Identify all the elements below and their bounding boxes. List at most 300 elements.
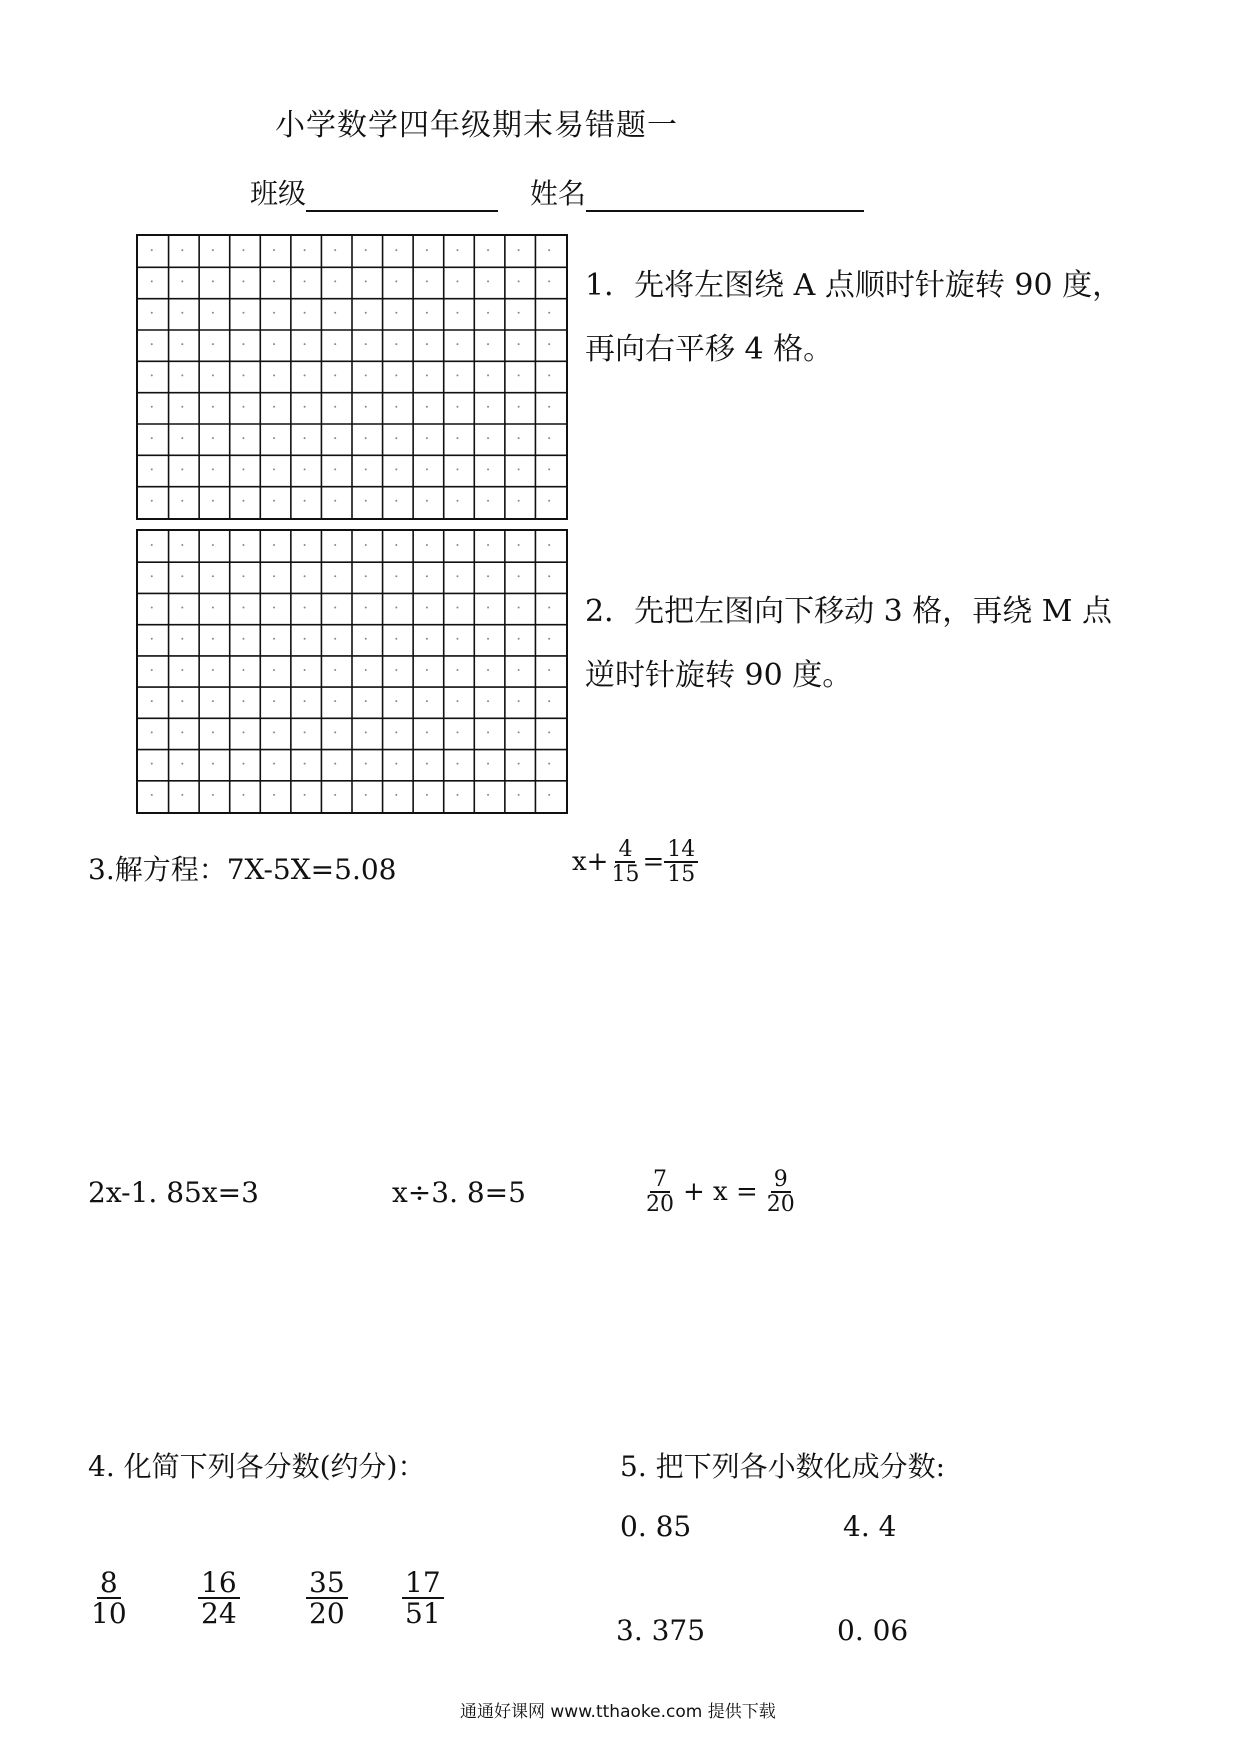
grid-dot [242, 575, 244, 577]
fraction-4-den: 51 [405, 1597, 441, 1631]
grid-dot [548, 280, 550, 282]
grid-dot [487, 731, 489, 733]
grid-dot [304, 437, 306, 439]
grid-dot [181, 731, 183, 733]
grid-dot [365, 606, 367, 608]
grid-dot [487, 638, 489, 640]
eq2-fraction-right [664, 838, 698, 886]
grid-dot [456, 763, 458, 765]
grid-dot [181, 544, 183, 546]
grid-dot [456, 700, 458, 702]
grid-dot [212, 731, 214, 733]
grid-dot [395, 544, 397, 546]
page-title: 小学数学四年级期末易错题一 [275, 108, 678, 143]
grid-dot [273, 606, 275, 608]
grid-dot [456, 343, 458, 345]
decimal-3: 3. 375 [616, 1614, 706, 1647]
grid-dot [273, 763, 275, 765]
grid-dot [304, 374, 306, 376]
grid-dot [426, 763, 428, 765]
eq5-mid: + x = [683, 1177, 758, 1208]
grid-dot [395, 500, 397, 502]
grid-dot [395, 437, 397, 439]
grid-dot [426, 575, 428, 577]
grid-dot [151, 500, 153, 502]
grid-dot [365, 575, 367, 577]
grid-dot [181, 468, 183, 470]
grid-dot [456, 374, 458, 376]
grid-dot [487, 468, 489, 470]
grid-dot [426, 312, 428, 314]
grid-dot [242, 763, 244, 765]
eq5-rnum: 9 [771, 1168, 791, 1193]
eq2-rden: 15 [667, 862, 696, 888]
eq2-eq: = [642, 847, 665, 878]
grid-dot [273, 374, 275, 376]
grid-dot [334, 700, 336, 702]
grid-dot [365, 700, 367, 702]
grid-dot [334, 669, 336, 671]
eq5-den: 20 [646, 1192, 674, 1218]
grid-dot [151, 669, 153, 671]
grid-dot [487, 437, 489, 439]
grid-2[interactable] [136, 529, 568, 814]
question-1-line-2: 再向右平移 4 格。 [585, 332, 834, 367]
equation-4: x÷3. 8=5 [392, 1176, 526, 1209]
grid-dot [487, 280, 489, 282]
grid-dot [487, 406, 489, 408]
grid-dot [334, 374, 336, 376]
grid-dot [487, 249, 489, 251]
grid-dot [212, 406, 214, 408]
grid-dot [426, 374, 428, 376]
grid-dot [456, 575, 458, 577]
grid-dot [304, 606, 306, 608]
grid-dot [151, 763, 153, 765]
grid-dot [181, 763, 183, 765]
grid-dot [548, 437, 550, 439]
grid-dot [426, 544, 428, 546]
grid-dot [365, 544, 367, 546]
grid-dot [273, 437, 275, 439]
grid-dot [273, 575, 275, 577]
eq2-den: 15 [611, 862, 640, 888]
grid-dot [242, 606, 244, 608]
grid-dot [365, 343, 367, 345]
decimal-4: 0. 06 [837, 1614, 909, 1647]
grid-dot [518, 638, 520, 640]
grid-dot [395, 406, 397, 408]
grid-dot [273, 731, 275, 733]
grid-dot [395, 669, 397, 671]
decimal-2: 4. 4 [843, 1510, 897, 1543]
grid-dot [181, 500, 183, 502]
grid-dot [456, 312, 458, 314]
grid-dot [181, 669, 183, 671]
grid-dot [151, 249, 153, 251]
grid-dot [487, 700, 489, 702]
fraction-1-den: 10 [91, 1597, 127, 1631]
grid-dot [365, 638, 367, 640]
grid-dot [151, 312, 153, 314]
grid-dot [365, 312, 367, 314]
grid-dot [426, 500, 428, 502]
fraction-item-2 [198, 1568, 240, 1629]
fraction-3 [306, 1568, 348, 1629]
grid-dot [365, 500, 367, 502]
grid-dot [365, 437, 367, 439]
grid-1[interactable] [136, 234, 568, 520]
grid-dot [273, 544, 275, 546]
grid-dot [426, 437, 428, 439]
question-2 [585, 580, 1112, 708]
grid-dot [151, 731, 153, 733]
grid-dot [242, 280, 244, 282]
grid-dot [548, 763, 550, 765]
grid-dot [456, 606, 458, 608]
grid-dot [487, 794, 489, 796]
grid-dot [242, 700, 244, 702]
grid-dot [151, 794, 153, 796]
grid-dot [304, 794, 306, 796]
grid-dot [487, 606, 489, 608]
question-3-label: 3.解方程：7X-5X=5.08 [88, 853, 397, 886]
grid-dot [395, 280, 397, 282]
grid-dot [273, 406, 275, 408]
fraction-1 [88, 1568, 130, 1629]
grid-dot [426, 468, 428, 470]
grid-dot [548, 575, 550, 577]
grid-dot [151, 280, 153, 282]
grid-dot [212, 343, 214, 345]
grid-dot [212, 669, 214, 671]
grid-dot [151, 544, 153, 546]
grid-dot [273, 249, 275, 251]
grid-dot [334, 406, 336, 408]
grid-dot [151, 437, 153, 439]
question-4-label: 4. 化简下列各分数(约分)： [88, 1450, 426, 1483]
grid-dot [304, 312, 306, 314]
grid-dot [548, 249, 550, 251]
grid-dot [426, 280, 428, 282]
grid-dot [212, 374, 214, 376]
fraction-4 [402, 1568, 444, 1629]
student-info [250, 172, 864, 212]
grid-dot [395, 638, 397, 640]
grid-dot [395, 606, 397, 608]
grid-dot [365, 794, 367, 796]
grid-dot [212, 280, 214, 282]
grid-dot [334, 312, 336, 314]
grid-dot [242, 343, 244, 345]
grid-dot [212, 468, 214, 470]
grid-dot [548, 731, 550, 733]
grid-dot [181, 606, 183, 608]
grid-dot [548, 700, 550, 702]
grid-dot [181, 343, 183, 345]
grid-dot [548, 500, 550, 502]
grid-dot [334, 763, 336, 765]
grid-dot [242, 544, 244, 546]
grid-dot [151, 374, 153, 376]
grid-dot [304, 700, 306, 702]
grid-dot [395, 575, 397, 577]
grid-dot [456, 731, 458, 733]
grid-dot [548, 312, 550, 314]
grid-dot [426, 638, 428, 640]
name-label: 姓名 [529, 177, 586, 210]
grid-dot [242, 468, 244, 470]
grid-dot [242, 731, 244, 733]
question-1-line-1: 1．先将左图绕 A 点顺时针旋转 90 度， [585, 268, 1123, 303]
grid-dot [518, 500, 520, 502]
fraction-3-num: 35 [306, 1568, 348, 1599]
fraction-3-den: 20 [309, 1597, 345, 1631]
grid-dot [365, 280, 367, 282]
grid-dot [426, 731, 428, 733]
grid-dot [426, 794, 428, 796]
grid-dot [548, 669, 550, 671]
grid-dot [334, 575, 336, 577]
grid-dot [334, 249, 336, 251]
grid-dot [304, 249, 306, 251]
grid-dot [365, 669, 367, 671]
grid-dot [518, 575, 520, 577]
eq2-rnum: 14 [664, 838, 698, 863]
grid-dot [365, 763, 367, 765]
grid-dot [242, 794, 244, 796]
grid-dot [151, 575, 153, 577]
grid-dot [395, 312, 397, 314]
grid-dot [487, 544, 489, 546]
grid-dot [548, 638, 550, 640]
grid-dot [151, 638, 153, 640]
grid-dot [548, 468, 550, 470]
grid-dot [181, 794, 183, 796]
grid-dot [334, 794, 336, 796]
grid-dot [304, 280, 306, 282]
grid-dot [518, 437, 520, 439]
grid-dot [487, 312, 489, 314]
grid-dot [456, 638, 458, 640]
grid-dot [456, 280, 458, 282]
grid-dot [365, 406, 367, 408]
grid-dot [181, 437, 183, 439]
grid-dot [151, 468, 153, 470]
grid-dot [181, 280, 183, 282]
grid-dot [212, 312, 214, 314]
grid-dot [426, 669, 428, 671]
question-2-line-1: 2．先把左图向下移动 3 格，再绕 M 点 [585, 594, 1113, 629]
grid-dot [304, 343, 306, 345]
grid-dot [242, 312, 244, 314]
grid-dot [426, 700, 428, 702]
grid-dot [518, 249, 520, 251]
eq2-fraction-left [608, 838, 642, 886]
footer-credit: 通通好课网 www.tthaoke.com 提供下载 [460, 1702, 776, 1722]
grid-dot [212, 500, 214, 502]
fraction-item-1 [88, 1568, 130, 1629]
grid-dot [334, 280, 336, 282]
grid-dot [395, 700, 397, 702]
grid-dot [518, 343, 520, 345]
grid-dot [181, 406, 183, 408]
grid-dot [334, 437, 336, 439]
grid-dot [548, 606, 550, 608]
grid-dot [212, 249, 214, 251]
grid-dot [395, 794, 397, 796]
grid-dot [212, 794, 214, 796]
grid-dot [304, 575, 306, 577]
eq5-rden: 20 [766, 1192, 795, 1218]
grid-dot [212, 575, 214, 577]
grid-dot [456, 437, 458, 439]
grid-dot [181, 575, 183, 577]
grid-dot [273, 280, 275, 282]
grid-dot [456, 500, 458, 502]
grid-dot [304, 638, 306, 640]
grid-dot [181, 312, 183, 314]
grid-dot [334, 343, 336, 345]
grid-dot [456, 406, 458, 408]
grid-dot [395, 374, 397, 376]
grid-dot [181, 374, 183, 376]
grid-dot [273, 700, 275, 702]
grid-dot [242, 638, 244, 640]
grid-dot [426, 606, 428, 608]
grid-dot [395, 731, 397, 733]
decimal-1: 0. 85 [620, 1510, 692, 1543]
grid-dot [456, 794, 458, 796]
grid-dot [273, 312, 275, 314]
grid-dot [273, 500, 275, 502]
grid-dot [334, 468, 336, 470]
question-2-line-2: 逆时针旋转 90 度。 [585, 658, 853, 693]
grid-dot [548, 343, 550, 345]
grid-dot [273, 669, 275, 671]
grid-dot [242, 500, 244, 502]
grid-dot [518, 606, 520, 608]
grid-dot [548, 374, 550, 376]
grid-dot [242, 406, 244, 408]
name-blank[interactable] [586, 180, 864, 212]
fraction-4-num: 17 [402, 1568, 444, 1599]
eq5-fraction-left [643, 1168, 677, 1216]
grid-dot [487, 669, 489, 671]
grid-dot [518, 374, 520, 376]
grid-dot [242, 249, 244, 251]
grid-dot [212, 544, 214, 546]
grid-dot [548, 794, 550, 796]
grid-dot [365, 731, 367, 733]
grid-dot [395, 763, 397, 765]
grid-dot [151, 343, 153, 345]
grid-dot [304, 500, 306, 502]
grid-dot [426, 249, 428, 251]
grid-dot [426, 406, 428, 408]
grid-dot [181, 249, 183, 251]
grid-dot [181, 700, 183, 702]
grid-dot [518, 280, 520, 282]
grid-dot [548, 544, 550, 546]
grid-dot [304, 544, 306, 546]
eq2-num: 4 [615, 838, 635, 863]
eq2-pre: x+ [572, 847, 609, 878]
grid-dot [334, 638, 336, 640]
grid-dot [518, 794, 520, 796]
grid-dot [212, 700, 214, 702]
equation-3: 2x-1. 85x=3 [88, 1176, 259, 1209]
grid-dot [426, 343, 428, 345]
grid-dot [395, 249, 397, 251]
grid-dot [456, 468, 458, 470]
fraction-2 [198, 1568, 240, 1629]
equation-5 [643, 1168, 798, 1216]
equation-2 [572, 838, 698, 886]
grid-dot [334, 731, 336, 733]
class-blank[interactable] [306, 180, 498, 212]
grid-dot [304, 731, 306, 733]
grid-dot [518, 312, 520, 314]
fraction-2-num: 16 [198, 1568, 240, 1599]
grid-dot [334, 500, 336, 502]
grid-dot [456, 544, 458, 546]
grid-dot [273, 794, 275, 796]
grid-dot [304, 763, 306, 765]
grid-dot [242, 669, 244, 671]
eq5-fraction-right [764, 1168, 798, 1216]
grid-dot [487, 575, 489, 577]
grid-dot [212, 606, 214, 608]
grid-dot [365, 468, 367, 470]
grid-dot [395, 343, 397, 345]
grid-dot [151, 606, 153, 608]
grid-dot [518, 669, 520, 671]
grid-dot [365, 249, 367, 251]
grid-dot [273, 638, 275, 640]
grid-dot [273, 468, 275, 470]
grid-dot [365, 374, 367, 376]
grid-dot [518, 406, 520, 408]
grid-dot [304, 406, 306, 408]
grid-dot [151, 700, 153, 702]
grid-dot [273, 343, 275, 345]
grid-dot [304, 468, 306, 470]
grid-dot [304, 669, 306, 671]
grid-dot [487, 374, 489, 376]
grid-dot [518, 544, 520, 546]
grid-dot [487, 763, 489, 765]
grid-dot [518, 731, 520, 733]
grid-dot [395, 468, 397, 470]
class-label: 班级 [250, 177, 307, 210]
question-1 [585, 254, 1122, 382]
grid-dot [242, 437, 244, 439]
grid-dot [518, 763, 520, 765]
grid-dot [456, 669, 458, 671]
grid-dot [518, 700, 520, 702]
grid-dot [212, 437, 214, 439]
grid-dot [212, 638, 214, 640]
grid-dot [212, 763, 214, 765]
grid-dot [181, 638, 183, 640]
grid-dot [242, 374, 244, 376]
grid-dot [548, 406, 550, 408]
grid-dot [487, 500, 489, 502]
grid-dot [456, 249, 458, 251]
fraction-item-4 [402, 1568, 444, 1629]
question-5-label: 5. 把下列各小数化成分数: [620, 1450, 946, 1483]
